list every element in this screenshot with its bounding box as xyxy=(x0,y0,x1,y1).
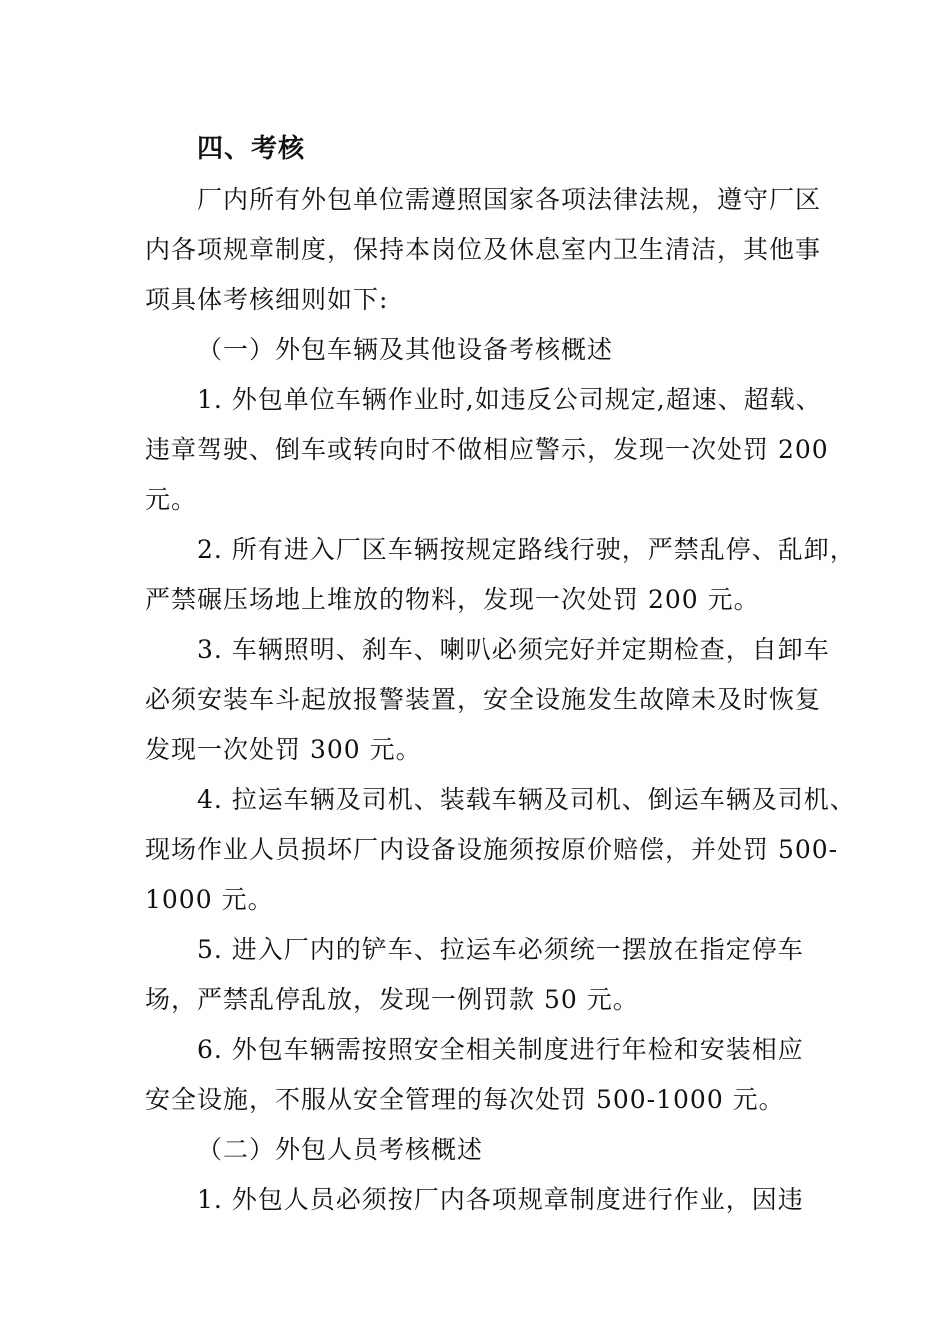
list-item-line: 严禁碾压场地上堆放的物料，发现一次处罚 200 元。 xyxy=(145,585,760,614)
list-item-line: 5. 进入厂内的铲车、拉运车必须统一摆放在指定停车 xyxy=(197,935,804,964)
list-item-line: 4. 拉运车辆及司机、装载车辆及司机、倒运车辆及司机、 xyxy=(197,785,856,814)
paragraph-line: 内各项规章制度，保持本岗位及休息室内卫生清洁，其他事 xyxy=(145,235,822,264)
list-item-line: 违章驾驶、倒车或转向时不做相应警示，发现一次处罚 200 xyxy=(145,435,829,464)
section-heading: 四、考核 xyxy=(197,134,306,164)
subsection-heading: （二）外包人员考核概述 xyxy=(197,1135,484,1164)
list-item-line: 1. 外包单位车辆作业时,如违反公司规定,超速、超载、 xyxy=(197,385,822,414)
list-item-line: 元。 xyxy=(145,485,198,514)
list-item-line: 3. 车辆照明、刹车、喇叭必须完好并定期检查，自卸车 xyxy=(197,635,830,664)
paragraph-line: 厂内所有外包单位需遵照国家各项法律法规，遵守厂区 xyxy=(197,185,822,214)
list-item-line: 安全设施，不服从安全管理的每次处罚 500-1000 元。 xyxy=(145,1085,785,1114)
list-item-line: 2. 所有进入厂区车辆按规定路线行驶，严禁乱停、乱卸， xyxy=(197,535,856,564)
list-item-line: 场，严禁乱停乱放，发现一例罚款 50 元。 xyxy=(145,985,639,1014)
list-item-line: 发现一次处罚 300 元。 xyxy=(145,735,422,764)
list-item-line: 6. 外包车辆需按照安全相关制度进行年检和安装相应 xyxy=(197,1035,804,1064)
list-item-line: 1000 元。 xyxy=(145,885,274,914)
list-item-line: 必须安装车斗起放报警装置，安全设施发生故障未及时恢复 xyxy=(145,685,822,714)
subsection-heading: （一）外包车辆及其他设备考核概述 xyxy=(197,335,614,364)
paragraph-line: 项具体考核细则如下: xyxy=(145,285,389,314)
list-item-line: 现场作业人员损坏厂内设备设施须按原价赔偿，并处罚 500- xyxy=(145,835,839,864)
list-item-line: 1. 外包人员必须按厂内各项规章制度进行作业，因违 xyxy=(197,1185,804,1214)
